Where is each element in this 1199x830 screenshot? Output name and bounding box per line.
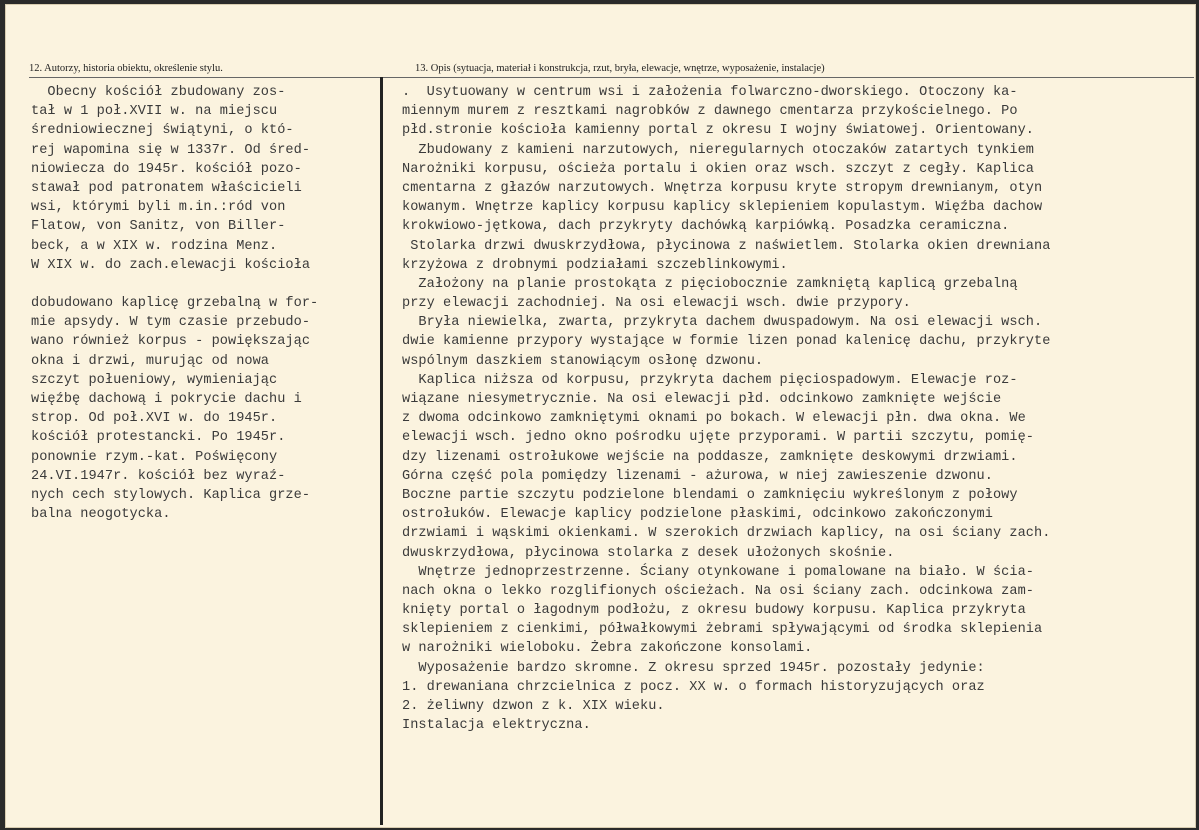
text-line: dzy lizenami ostrołukowe wejście na poddasze, zamknięte deskowymi drzwiami. (402, 449, 1018, 465)
header-rule (29, 77, 1194, 78)
text-line: więźbę dachową i pokrycie dachu i (31, 392, 302, 407)
text-line: drzwiami i wąskimi okienkami. W szerokich drzwiach kaplicy, na osi ściany zach. (402, 526, 1051, 542)
text-line: okna i drzwi, murując od nowa (31, 353, 270, 369)
text-line: 1. drewaniana chrzcielnica z pocz. XX w. o formach historyzujących oraz (402, 679, 985, 695)
text-line: miennym murem z resztkami nagrobków z dawnego cmentarza przykościelnego. Po (402, 104, 1018, 120)
text-line: rej wapomina się w 1337r. Od śred- (31, 142, 311, 158)
text-line: Instalacja elektryczna. (402, 718, 591, 734)
text-line: W XIX w. do zach.elewacji kościoła (31, 257, 311, 273)
text-line: mie apsydy. W tym czasie przebudo- (31, 315, 311, 331)
text-line: Zbudowany z kamieni narzutowych, nieregularnych otoczaków zatartych tynkiem (402, 142, 1034, 158)
text-line: knięty portal o łagodnym podłożu, z okresu budowy korpusu. Kaplica przykryta (402, 603, 1026, 619)
text-line: szczyt połueniowy, wymieniając (31, 372, 278, 388)
text-line: Bryła niewielka, zwarta, przykryta dachem dwuspadowym. Na osi elewacji wsch. (402, 315, 1043, 331)
text-line: dobudowano kaplicę grzebalną w for- (31, 296, 319, 312)
text-line: 24.VI.1947r. kościół bez wyraź- (31, 468, 286, 484)
text-line: nach okna o lekko rozglifionych ościeżach. Na osi ściany zach. odcinkowa zam- (402, 583, 1034, 599)
text-line: Stolarka drzwi dwuskrzydłowa, płycinowa z naświetlem. Stolarka okien drewniana (402, 238, 1051, 254)
text-line: wano również korpus - powiększając (31, 334, 311, 350)
text-line: nych cech stylowych. Kaplica grze- (31, 487, 311, 503)
text-line: strop. Od poł.XVI w. do 1945r. (31, 411, 278, 427)
text-line: Flatow, von Sanitz, von Biller- (31, 219, 286, 235)
section-13-header: 13. Opis (sytuacja, materiał i konstrukcja, rzut, bryła, elewacje, wnętrze, wyposażenie, instalacje) (415, 63, 825, 74)
section-12-header: 12. Autorzy, historia obiektu, określenie stylu. (29, 63, 223, 74)
text-line: 2. żeliwny dzwon z k. XIX wieku. (402, 699, 665, 714)
text-line: ponownie rzym.-kat. Poświęcony (31, 449, 278, 465)
text-line: średniowiecznej świątyni, o któ- (31, 123, 294, 139)
text-line: wspólnym daszkiem stanowiącym osłonę dzwonu. (402, 353, 764, 369)
description-text (402, 83, 1194, 735)
text-line: dwuskrzydłowa, płycinowa stolarka z desek ułożonych skośnie. (402, 545, 895, 561)
text-line: balna neogotycka. (31, 507, 171, 523)
text-line: niowiecza do 1945r. kościół pozo- (31, 161, 302, 177)
text-line: płd.stronie kościoła kamienny portal z okresu I wojny światowej. Orientowany. (402, 123, 1034, 139)
text-line: Narożniki korpusu, ościeża portalu i okien oraz wsch. szczyt z cegły. Kaplica (402, 161, 1034, 177)
text-line: cmentarna z głazów narzutowych. Wnętrza korpusu kryte stropym drewnianym, otyn (402, 180, 1043, 196)
text-line: Wnętrze jednoprzestrzenne. Ściany otynkowane i pomalowane na biało. W ścia- (402, 564, 1034, 580)
text-line: kowanym. Wnętrze kaplicy korpusu kaplicy sklepieniem kopulastym. Więźba dachow (402, 200, 1043, 216)
text-line: przy elewacji zachodniej. Na osi elewacji wsch. dwie przypory. (402, 296, 911, 312)
text-line: sklepieniem z cienkimi, półwałkowymi żebrami spływającymi od środka sklepienia (402, 622, 1043, 638)
text-line: dwie kamienne przypory wystające w formie lizen ponad kalenicę dachu, przykryte (402, 334, 1051, 350)
text-line: krzyżowa z drobnymi podziałami szczeblinkowymi. (402, 257, 788, 273)
text-line (31, 275, 318, 294)
text-line: ostrołuków. Elewacje kaplicy podzielone płaskimi, odcinkowo zakończonymi (402, 507, 993, 523)
text-line: wiązane niesymetrycznie. Na osi elewacji płd. odcinkowo zamknięte wejście (402, 392, 1002, 407)
text-line: . Usytuowany w centrum wsi i założenia folwarczno-dworskiego. Otoczony ka- (402, 85, 1018, 100)
history-text (31, 83, 318, 524)
text-line: Kaplica niższa od korpusu, przykryta dachem pięciospadowym. Elewacje roz- (402, 372, 1018, 388)
text-line: kościół protestancki. Po 1945r. (31, 430, 286, 446)
inventory-card (5, 4, 1196, 828)
text-line: krokwiowo-jętkowa, dach przykryty dachówką karpiówką. Posadzka ceramiczna. (402, 219, 1010, 235)
text-line: w narożniki wieloboku. Żebra zakończone konsolami. (402, 641, 813, 657)
text-line: Wyposażenie bardzo skromne. Z okresu sprzed 1945r. pozostały jedynie: (402, 660, 985, 676)
text-line: Górna część pola pomiędzy lizenami - ażurowa, w niej zawieszenie dzwonu. (402, 468, 993, 484)
column-divider (380, 77, 383, 825)
text-line: z dwoma odcinkowo zamkniętymi oknami po bokach. W elewacji płn. dwa okna. We (402, 411, 1026, 427)
text-line: elewacji wsch. jedno okno pośrodku ujęte przyporami. W partii szczytu, pomię- (402, 430, 1034, 446)
text-line: beck, a w XIX w. rodzina Menz. (31, 238, 278, 254)
text-line: tał w 1 poł.XVII w. na miejscu (31, 104, 278, 120)
text-line: wsi, którymi byli m.in.:ród von (31, 200, 286, 216)
text-line: stawał pod patronatem właścicieli (31, 180, 302, 196)
text-line: Obecny kościół zbudowany zos- (31, 85, 286, 100)
text-line: Boczne partie szczytu podzielone blendami o zamknięciu wykreślonym z połowy (402, 487, 1018, 503)
text-line: Założony na planie prostokąta z pięciobocznie zamkniętą kaplicą grzebalną (402, 276, 1018, 292)
